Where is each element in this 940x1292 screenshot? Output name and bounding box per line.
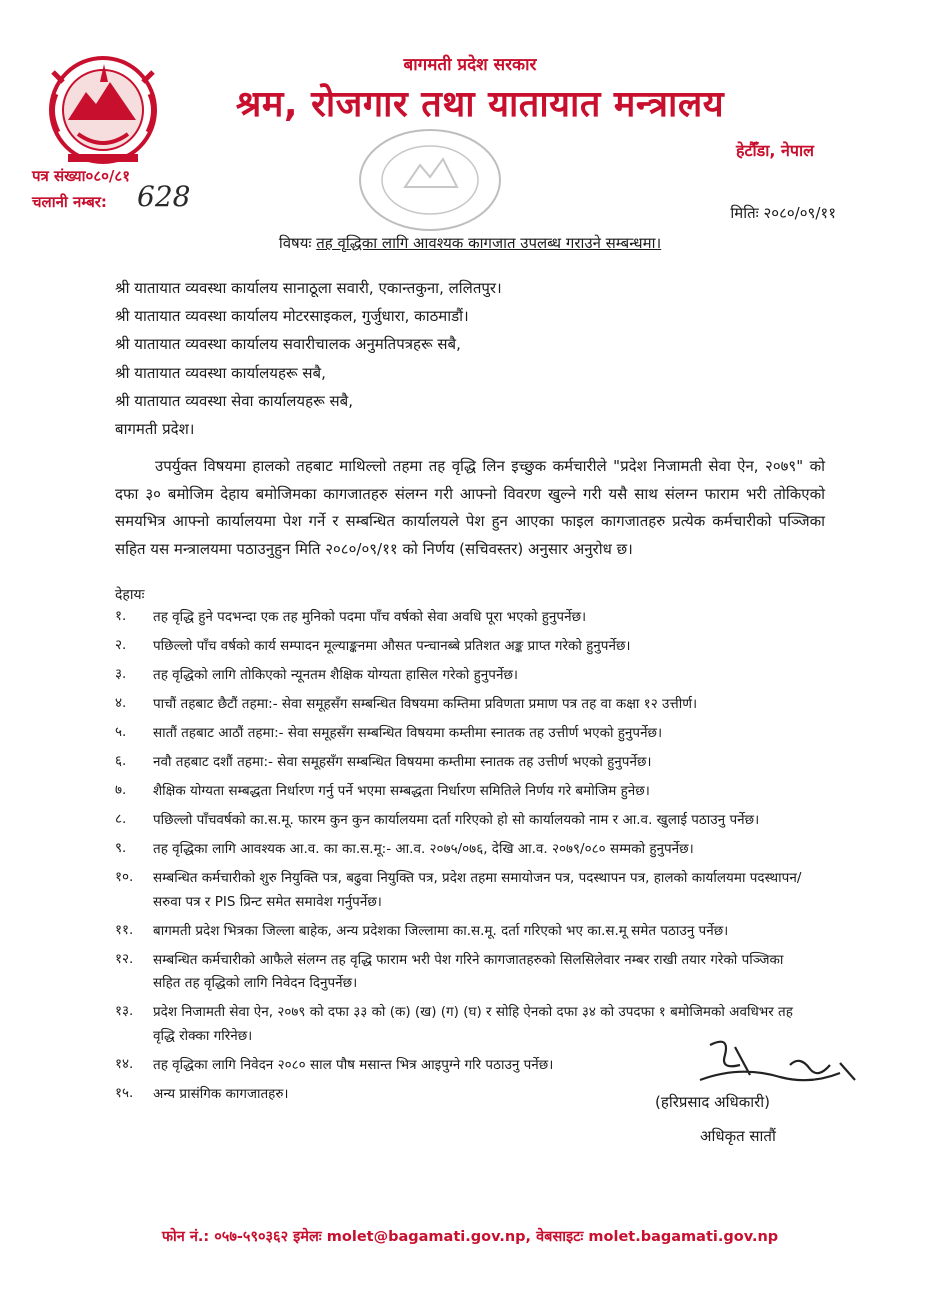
signatory-name: (हरिप्रसाद अधिकारी) bbox=[655, 1093, 770, 1111]
government-name: बागमती प्रदेश सरकार bbox=[403, 55, 537, 75]
reference-value: ०८०/८१ bbox=[85, 167, 131, 185]
list-item bbox=[115, 867, 815, 914]
item-number: ५. bbox=[115, 724, 127, 740]
item-text: नवौ तहबाट दशौं तहमा:- सेवा समूहसँग सम्बन्धित विषयमा कम्तीमा स्नातक तह उत्तीर्ण भएको हुनुपर्नेछ। bbox=[153, 754, 652, 770]
list-item bbox=[115, 780, 815, 804]
item-text: तह वृद्धिका लागि आवश्यक आ.व. का का.स.मू:- आ.व. २०७५/०७६, देखि आ.व. २०७९/०८० सम्मको हुनुपर्नेछ। bbox=[153, 841, 694, 857]
signatory-title: अधिकृत सातौं bbox=[700, 1127, 776, 1145]
item-text: पछिल्लो पाँचवर्षको का.स.मू. फारम कुन कुन कार्यालयमा दर्ता गरिएको हो सो कार्यालयको नाम र आ.व. खुलाई पठाउनु पर्नेछ। bbox=[153, 812, 760, 828]
item-text: शैक्षिक योग्यता सम्बद्धता निर्धारण गर्नु पर्ने भएमा सम्बद्धता निर्धारण समितिले निर्णय गरे बमोजिम हुनेछ। bbox=[153, 783, 650, 799]
letter-date bbox=[730, 203, 836, 223]
item-number: १०. bbox=[115, 869, 134, 885]
item-number: ९. bbox=[115, 840, 127, 856]
list-item bbox=[115, 1054, 635, 1078]
list-item bbox=[115, 809, 815, 833]
item-number: १. bbox=[115, 608, 127, 624]
item-number: ७. bbox=[115, 782, 127, 798]
reference-number bbox=[32, 166, 130, 186]
item-number: ८. bbox=[115, 811, 127, 827]
item-number: ३. bbox=[115, 666, 127, 682]
list-heading: देहायः bbox=[115, 587, 145, 603]
list-item bbox=[115, 606, 815, 630]
reference-label: पत्र संख्या bbox=[32, 167, 86, 185]
dispatch-number-value: 628 bbox=[137, 180, 191, 213]
ministry-title: श्रम, रोजगार तथा यातायात मन्त्रालय bbox=[235, 84, 725, 125]
recipient-line: श्री यातायात व्यवस्था कार्यालयहरू सबै, bbox=[115, 363, 326, 382]
item-text: सम्बन्धित कर्मचारीको आफैले संलग्न तह वृद्धि फाराम भरी पेश गरिने कागजातहरुको सिलसिलेवार नम्बर राखी तयार गरेको पञ्जिका सहित तह वृद्धिको लागि निवेदन दिनुपर्नेछ। bbox=[153, 951, 784, 991]
footer-contact: फोन नं.: ०५७-५९०३६२ इमेलः molet@bagamati.gov.np, वेबसाइटः molet.bagamati.gov.np bbox=[161, 1229, 779, 1245]
item-text: सातौं तहबाट आठौं तहमा:- सेवा समूहसँग सम्बन्धित विषयमा कम्तीमा स्नातक तह उत्तीर्ण भएको हुनुपर्नेछ। bbox=[153, 725, 663, 741]
dispatch-number-label: चलानी नम्बर: bbox=[32, 193, 107, 211]
recipient-line: श्री यातायात व्यवस्था सेवा कार्यालयहरू सबै, bbox=[115, 391, 353, 410]
item-number: ११. bbox=[115, 921, 134, 938]
recipient-list bbox=[115, 274, 502, 443]
list-item bbox=[115, 635, 815, 659]
item-text: पाचौं तहबाट छैटौं तहमा:- सेवा समूहसँग सम्बन्धित विषयमा कम्तिमा प्रविणता प्रमाण पत्र तह वा कक्षा १२ उत्तीर्ण। bbox=[153, 696, 698, 712]
item-text: तह वृद्धिका लागि निवेदन २०८० साल पौष मसान्त भित्र आइपुग्ने गरि पठाउनु पर्नेछ। bbox=[153, 1056, 554, 1073]
item-number: ६. bbox=[115, 753, 127, 769]
date-value: २०८०/०९/११ bbox=[763, 204, 836, 222]
item-number: ४. bbox=[115, 695, 127, 711]
recipient-line: बागमती प्रदेश। bbox=[115, 420, 195, 439]
list-item bbox=[115, 693, 815, 717]
recipient-line: श्री यातायात व्यवस्था कार्यालय मोटरसाइकल, गुर्जुधारा, काठमाडौं। bbox=[115, 307, 469, 326]
list-item bbox=[115, 949, 815, 996]
subject-label: विषयः bbox=[278, 234, 312, 252]
list-item bbox=[115, 664, 815, 688]
item-text: पछिल्लो पाँच वर्षको कार्य सम्पादन मूल्याङ्कनमा औसत पन्चानब्बे प्रतिशत अङ्क प्राप्त गरेको हुनुपर्नेछ। bbox=[153, 638, 631, 654]
list-item bbox=[115, 838, 815, 862]
item-text: सम्बन्धित कर्मचारीको शुरु नियुक्ति पत्र, बढुवा नियुक्ति पत्र, प्रदेश तहमा समायोजन पत्र, पदस्थापन पत्र, हालको कार्यालयमा पदस्थापन/सरुवा पत्र र PIS प्रिन्ट समेत समावेश गर्नुपर्नेछ। bbox=[153, 870, 802, 910]
office-location: हेटौँडा, नेपाल bbox=[735, 141, 814, 160]
requirements-list bbox=[115, 606, 815, 1106]
subject-line bbox=[0, 233, 940, 253]
item-text: तह वृद्धि हुने पदभन्दा एक तह मुनिको पदमा पाँच वर्षको सेवा अवधि पूरा भएको हुनुपर्नेछ। bbox=[153, 609, 587, 625]
item-number: १५. bbox=[115, 1084, 134, 1101]
item-text: बागमती प्रदेश भित्रका जिल्ला बाहेक, अन्य प्रदेशका जिल्लामा का.स.मू. दर्ता गरिएको भए का.स.मू समेत पठाउनु पर्नेछ। bbox=[153, 922, 729, 939]
item-number: १४. bbox=[115, 1055, 134, 1072]
list-item bbox=[115, 722, 815, 746]
recipient-line: श्री यातायात व्यवस्था कार्यालय सानाठूला सवारी, एकान्तकुना, ललितपुर। bbox=[115, 279, 502, 297]
item-number: १३. bbox=[115, 1003, 134, 1019]
office-stamp-icon bbox=[355, 125, 505, 235]
item-text: प्रदेश निजामती सेवा ऐन, २०७९ को दफा ३३ को (क) (ख) (ग) (घ) र सोहि ऐनको दफा ३४ को उपदफा १ बमोजिमको अवधिभर तह वृद्धि रोक्का गरिनेछ। bbox=[153, 1004, 793, 1044]
subject-text: तह वृद्धिका लागि आवश्यक कागजात उपलब्ध गराउने सम्बन्धमा। bbox=[316, 234, 662, 252]
list-item bbox=[115, 751, 815, 775]
date-label: मितिः bbox=[730, 204, 759, 222]
item-number: १२. bbox=[115, 950, 134, 967]
body-paragraph: उपर्युक्त विषयमा हालको तहबाट माथिल्लो तहमा तह वृद्धि लिन इच्छुक कर्मचारीले "प्रदेश निजामती सेवा ऐन, २०७९" को दफा ३० बमोजिम देहाय बमोजिमका कागजातहरु संलग्न गरी आफ्नो विवरण खुल्ने गरी यसै साथ संलग्न फाराम भरी तोकिएको समयभित्र आफ्नो कार्यालयमा पेश गर्ने र सम्बन्धित कार्यालयले पेश हुन आएका फाइल कागजातहरु प्रत्येक कर्मचारीको पञ्जिका सहित यस मन्त्रालयमा पठाउनुहुन मिति २०८०/०९/११ को निर्णय (सचिवस्तर) अनुसार अनुरोध छ। bbox=[115, 457, 825, 558]
recipient-line: श्री यातायात व्यवस्था कार्यालय सवारीचालक अनुमतिपत्रहरू सबै, bbox=[115, 335, 461, 354]
item-number: २. bbox=[115, 637, 127, 653]
list-item bbox=[115, 920, 815, 944]
item-text: अन्य प्रासंगिक कागजातहरु। bbox=[153, 1085, 289, 1102]
item-text: तह वृद्धिको लागि तोकिएको न्यूनतम शैक्षिक योग्यता हासिल गरेको हुनुपर्नेछ। bbox=[153, 667, 519, 683]
